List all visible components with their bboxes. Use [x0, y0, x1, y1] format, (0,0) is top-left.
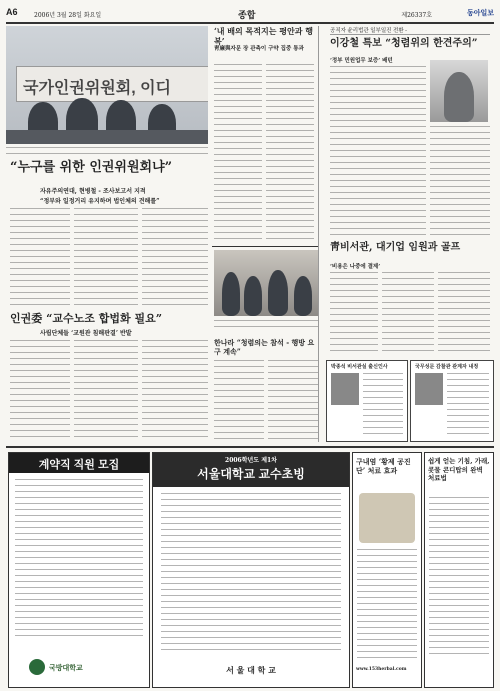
story2-body — [142, 340, 208, 440]
photo-banner — [16, 66, 208, 102]
page-header — [6, 6, 494, 24]
story3-body — [214, 360, 264, 440]
ad-professor-subtitle: 2006학년도 제1차 — [225, 457, 277, 464]
ad-recruit-org: 국방대학교 — [49, 663, 83, 672]
profile-body — [363, 373, 403, 437]
issue-date: 2006년 3월 28일 화요일 — [34, 12, 102, 19]
story3-body — [268, 360, 318, 440]
banner-text: 국가인권위원회, 이디 — [23, 80, 171, 97]
ad-herbal-contact: www.153herbal.com — [356, 667, 407, 672]
portrait-figure — [444, 72, 474, 122]
photo-caption — [6, 147, 208, 157]
bluehouse-headline: 靑비서관, 대기업 임원과 골프 — [330, 242, 461, 253]
column-body — [266, 64, 314, 244]
lee-story-body — [430, 126, 490, 236]
bluehouse-subhead: ‘비용은 나중에 결제’ — [330, 264, 381, 270]
profile-photo — [331, 373, 359, 405]
profile-box — [326, 360, 408, 442]
ad-cough-title: 쉽게 얻는 기침, 가래, 콧물 콘디탑의 완벽 처료법 — [428, 457, 490, 482]
ad-professor-title: 서울대학교 교수초빙 — [197, 467, 305, 481]
bluehouse-body — [382, 272, 434, 354]
column-divider — [318, 26, 319, 442]
university-logo-icon — [29, 659, 45, 675]
edition-number: 제26337호 — [401, 12, 432, 19]
page-number: A6 — [6, 7, 18, 17]
ad-cough — [424, 452, 494, 688]
section-title: 종합 — [238, 11, 256, 21]
lee-story-body — [330, 66, 426, 236]
paper-logo: 동아일보 — [466, 8, 494, 17]
main-body — [142, 208, 208, 308]
section-rule — [212, 246, 318, 247]
story2-body — [74, 340, 138, 440]
bluehouse-body — [330, 272, 378, 354]
person-figure — [294, 276, 312, 316]
main-body — [74, 208, 138, 308]
story3-headline: 한나라 “청렴의는 참석 - 행방 요구 계속” — [214, 338, 315, 356]
lee-story-headline: 이강철 특보 “청렴위의 한견주의” — [330, 38, 478, 49]
main-body — [10, 208, 70, 308]
product-image — [359, 493, 415, 543]
ad-cough-body — [429, 497, 489, 657]
conference-photo — [214, 250, 318, 316]
ad-professor-body — [161, 493, 341, 653]
lee-story-tag: 공직자 윤리법관 일부일진 전환 - — [330, 26, 490, 35]
profile-name: 박종석 비서관실 출신인사 — [331, 364, 388, 370]
column-title: ‘내 배의 목적지는 평안과 행복’ — [214, 26, 313, 46]
conference-caption — [214, 320, 318, 332]
podium — [6, 130, 208, 144]
person-figure — [222, 272, 240, 316]
column-subhead: 靑廉與자문 장 관측이 구약 집중 통과 — [214, 46, 304, 52]
ad-recruit-body — [15, 479, 143, 639]
ad-professor-footer: 서 울 대 학 교 — [226, 665, 276, 675]
column-body — [214, 64, 262, 244]
ad-herbal-body — [357, 549, 417, 659]
person-figure — [268, 270, 288, 316]
bluehouse-body — [438, 272, 490, 354]
ad-herbal-title: 구내염 ‘황제 공진단’ 처료 효과 — [356, 457, 411, 475]
ad-recruit — [8, 452, 150, 688]
ad-recruit-title: 계약직 직원 모집 — [38, 459, 120, 471]
profile-body — [447, 373, 489, 437]
main-subhead-1: 자유주의연대, 현병철 - 조사보고서 지적 — [40, 188, 146, 195]
profile-photo — [415, 373, 443, 405]
main-photo — [6, 26, 208, 144]
main-subhead-2: “정부와 일정거리 유지하며 법인체의 견해를” — [40, 198, 160, 205]
lee-story-subhead: ‘정부 민원업무 보증’ 배턴 — [330, 58, 393, 64]
ad-herbal — [352, 452, 422, 688]
main-headline: “누구를 위한 인권위원회냐” — [10, 160, 173, 175]
profile-box — [410, 360, 494, 442]
person-figure — [244, 276, 262, 316]
ad-professor — [152, 452, 350, 688]
lee-portrait — [430, 60, 488, 122]
story2-subhead: 사립단체들 ‘교원관 침해판결’ 반발 — [40, 330, 132, 337]
profile-name: 국무성문 감찰관 관계자 내정 — [415, 364, 479, 370]
story2-headline: 인권委 “교수노조 합법화 필요” — [10, 312, 163, 325]
ad-divider — [6, 446, 494, 448]
story2-body — [10, 340, 70, 440]
